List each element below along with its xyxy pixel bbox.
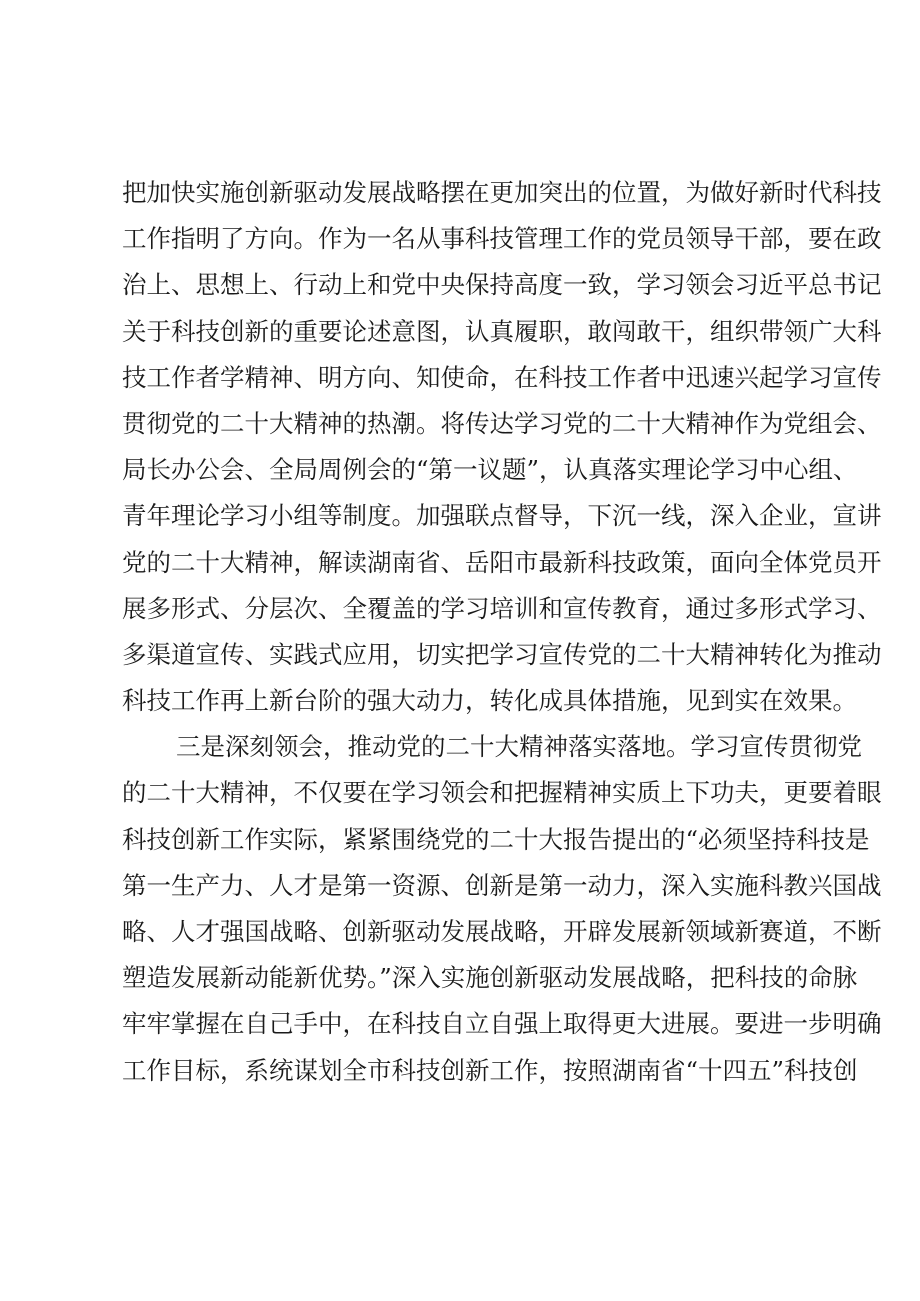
text-line-16: 第一生产力、人才是第一资源、创新是第一动力，深入实施科教兴国战: [122, 870, 882, 900]
text-line-12: 科技工作再上新台阶的强大动力，转化成具体措施，见到实在效果。: [122, 686, 857, 716]
text-line-11: 多渠道宣传、实践式应用，切实把学习宣传党的二十大精神转化为推动: [122, 639, 882, 669]
text-line-5: 技工作者学精神、明方向、知使命，在科技工作者中迅速兴起学习宣传: [122, 362, 882, 392]
text-line-4: 关于科技创新的重要论述意图，认真履职，敢闯敢干，组织带领广大科: [122, 316, 882, 346]
text-line-9: 党的二十大精神，解读湖南省、岳阳市最新科技政策，面向全体党员开: [122, 547, 882, 577]
text-line-3: 治上、思想上、行动上和党中央保持高度一致，学习领会习近平总书记: [122, 270, 882, 300]
text-line-2: 工作指明了方向。作为一名从事科技管理工作的党员领导干部，要在政: [122, 224, 882, 254]
text-line-7: 局长办公会、全局周例会的“第一议题”，认真落实理论学习中心组、: [122, 455, 858, 485]
text-line-10: 展多形式、分层次、全覆盖的学习培训和宣传教育，通过多形式学习、: [122, 593, 882, 623]
body-text: [122, 170, 882, 1094]
text-line-20: 工作目标，系统谋划全市科技创新工作，按照湖南省“十四五”科技创: [122, 1055, 858, 1085]
text-line-18: 塑造发展新动能新优势。”深入实施创新驱动发展战略，把科技的命脉: [122, 963, 858, 993]
text-line-8: 青年理论学习小组等制度。加强联点督导，下沉一线，深入企业，宣讲: [122, 501, 882, 531]
text-line-1: 把加快实施创新驱动发展战略摆在更加突出的位置，为做好新时代科技: [122, 178, 882, 207]
paragraph-heading-line: 三是深刻领会，推动党的二十大精神落实落地。学习宣传贯彻党: [176, 732, 862, 762]
text-line-14: 的二十大精神，不仅要在学习领会和把握精神实质上下功夫，更要着眼: [122, 778, 882, 808]
text-line-6: 贯彻党的二十大精神的热潮。将传达学习党的二十大精神作为党组会、: [122, 408, 882, 438]
text-line-17: 略、人才强国战略、创新驱动发展战略，开辟发展新领域新赛道，不断: [122, 917, 882, 946]
text-line-15: 科技创新工作实际，紧紧围绕党的二十大报告提出的“必须坚持科技是: [122, 824, 870, 854]
text-line-19: 牢牢掌握在自己手中，在科技自立自强上取得更大进展。要进一步明确: [122, 1009, 882, 1039]
